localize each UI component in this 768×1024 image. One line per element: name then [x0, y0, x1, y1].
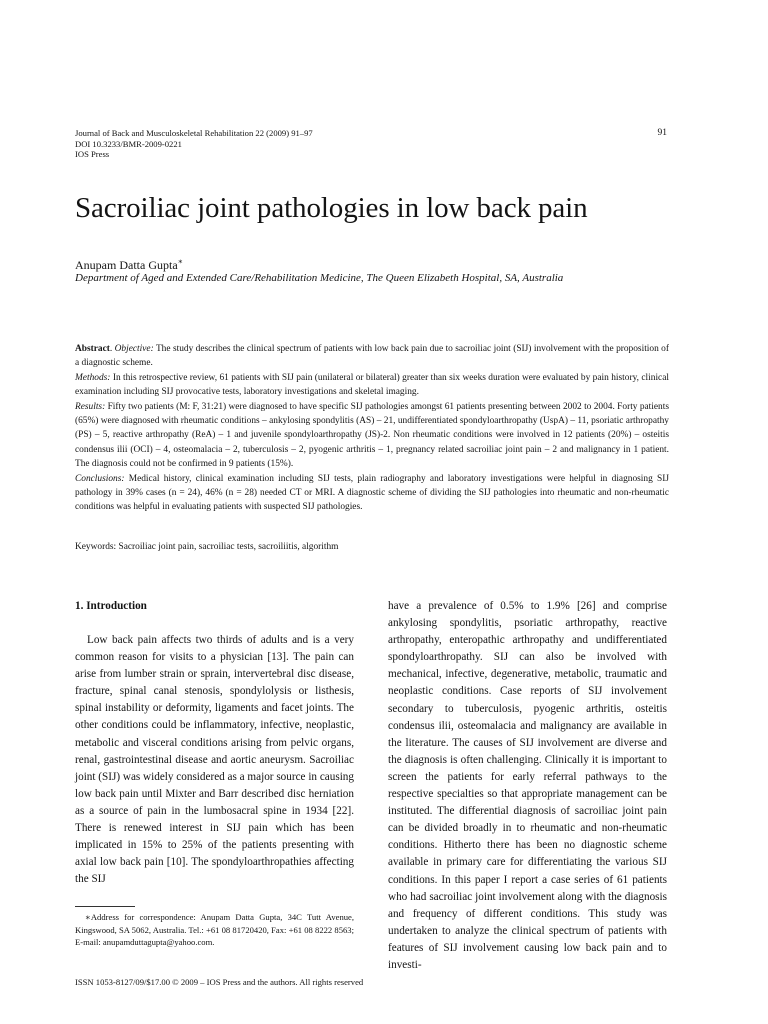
objective-label: Objective:	[114, 344, 154, 354]
footnote-text: ∗Address for correspondence: Anupam Datta Gupta, 34C Tutt Avenue, Kingswood, SA 5062, Australia. Tel.: +61 08 81720420, Fax: +61 08 8222 8563; E-mail: anupamduttagupta@yahoo.com.	[75, 912, 354, 947]
publisher: IOS Press	[75, 149, 110, 160]
footnote-rule	[75, 906, 135, 907]
intro-paragraph-1: Low back pain affects two thirds of adults and is a very common reason for visits to a physician [13]. The pain can arise from lumber strain or sprain, intervertebral disc disease, fracture, spinal canal stenosis, spondylolysis or listhesis, spinal instability or deformity, ligaments and facet joints. The other conditions could be inflammatory, infective, neoplastic, metabolic and visceral conditions arising from pelvic organs, renal, gastrointestinal disease and aortic aneurysm. Sacroiliac joint (SIJ) was widely considered as a major source in causing low back pain until Mixter and Barr described disc herniation as a source of pain in the lumbosacral spine in 1934 [22]. There is renewed interest in SIJ pain which has been implicated in 15% to 25% of the patients presenting with axial low back pain [10]. The spondyloarthropathies affecting the SIJ	[75, 634, 354, 886]
methods-label: Methods:	[75, 372, 111, 383]
conclusions-label: Conclusions:	[75, 473, 125, 484]
intro-paragraph-1-continued: have a prevalence of 0.5% to 1.9% [26] and comprise ankylosing spondylitis, psoriatic arthropathy, reactive arthropathy, enteropathic arthropathy and undifferentiated spondyloarthropathy. SIJ can also be involved with mechanical, infective, degenerative, metabolic, traumatic and neoplastic conditions. Case reports of SIJ involvement secondary to tuberculosis, pyogenic arthritis, osteitis condensus ilii, osteomalacia and malignancy are available in the literature. The causes of SIJ involvement are diverse and the diagnosis is often challenging. Clinically it is important to screen the patients for early referral pathways to the respective specialties so that appropriate management can be instituted. The differential diagnosis of sacroiliac joint pain can be divided broadly in to rheumatic and non-rheumatic conditions. Hitherto there has been no diagnostic scheme available in primary care for differentiating the various SIJ conditions. In this paper I report a case series of 61 patients who had sacroiliac joint involvement along with the diagnosis and frequency of different conditions. This study was undertaken to analyze the clinical spectrum of patients with features of SIJ involvement causing low back pain and to investi-	[388, 600, 667, 971]
footnote-marker: ∗	[177, 257, 184, 266]
introduction-left-column	[75, 632, 354, 888]
author-affiliation: Department of Aged and Extended Care/Rehabilitation Medicine, The Queen Elizabeth Hospital, SA, Australia	[75, 272, 564, 284]
issn-copyright: ISSN 1053-8127/09/$17.00 © 2009 – IOS Press and the authors. All rights reserved	[75, 977, 364, 987]
paper-title: Sacroiliac joint pathologies in low back pain	[75, 192, 588, 224]
abstract-conclusions	[75, 472, 669, 515]
author-name: Anupam Datta Gupta	[75, 258, 178, 272]
journal-citation: Journal of Back and Musculoskeletal Rehabilitation 22 (2009) 91–97	[75, 128, 313, 138]
results-text: Fifty two patients (M: F, 31:21) were diagnosed to have specific SIJ pathologies amongst 61 patients presenting between 2002 to 2004. Forty patients (65%) were diagnosed with rheumatic conditions – ankylosing spondylitis (AS) – 21, undifferentiated spondyloarthropathy (UspA) – 11, psoriatic arthropathy (PS) – 5, reactive arthropathy (ReA) – 1 and juvenile spondyloarthropathy (JS)-2. Non rheumatic conditions were involved in 12 patients (20%) – osteitis condensus ilii (OCI) – 4, osteomalacia – 2, tuberculosis – 2, pyogenic arthritis – 1, pregnancy related sacroiliac joint pain – 2 and malignancy in 1 patient. The diagnosis could not be confirmed in 9 patients (15%).	[75, 401, 669, 470]
objective-text: The study describes the clinical spectrum of patients with low back pain due to sacroiliac joint (SIJ) involvement with the proposition of a diagnostic scheme.	[75, 344, 669, 369]
methods-text: In this retrospective review, 61 patients with SIJ pain (unilateral or bilateral) greater than six weeks duration were evaluated by pain history, clinical examination including SIJ provocative tests, laboratory investigations and skeletal imaging.	[75, 372, 669, 398]
introduction-right-column	[388, 598, 667, 974]
correspondence-footnote	[75, 911, 354, 949]
abstract-label: Abstract	[75, 344, 110, 354]
conclusions-text: Medical history, clinical examination including SIJ tests, plain radiography and laboratory investigations were helpful in diagnosing SIJ pathology in 39% cases (n = 24), 46% (n = 28) needed CT or MRI. A diagnostic scheme of dividing the SIJ pathologies into rheumatic and non-rheumatic conditions was helpful in evaluating patients with suspected SIJ pathologies.	[75, 473, 670, 513]
results-label: Results:	[75, 401, 106, 412]
abstract	[75, 342, 669, 515]
doi: DOI 10.3233/BMR-2009-0221	[75, 138, 182, 149]
keywords: Keywords: Sacroiliac joint pain, sacroiliac tests, sacroiliitis, algorithm	[75, 542, 339, 552]
abstract-results	[75, 400, 669, 472]
section-heading-introduction: 1. Introduction	[75, 600, 147, 612]
abstract-objective: Abstract. Objective: The study describes the clinical spectrum of patients with low back pain due to sacroiliac joint (SIJ) involvement with the proposition of a diagnostic scheme.	[75, 344, 669, 369]
journal-header	[75, 128, 313, 160]
page-number: 91	[657, 128, 667, 138]
abstract-methods	[75, 371, 669, 400]
